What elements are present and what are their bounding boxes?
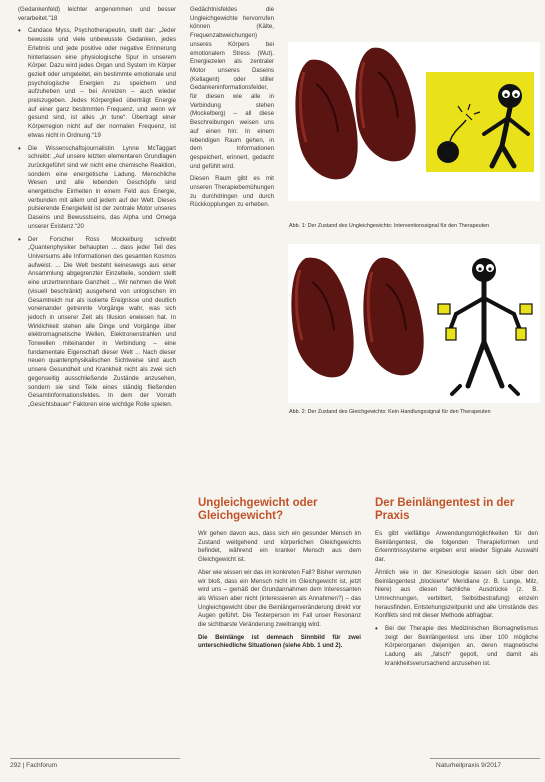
figure-1-caption: Abb. 1: Der Zustand des Ungleichgewichts: Interventionssignal für den Therapeuten: [289, 223, 490, 229]
yellow-block: [446, 328, 456, 340]
paragraph-bold: Die Beinlänge ist demnach Sinnbild für zwei unterschiedliche Situationen (siehe Abb. 1 und 2).: [198, 633, 361, 650]
paragraph: Aber wie wissen wir das im konkreten Fall? Bisher vermuten wir bloß, dass ein Mensch nicht im Gleichgewicht ist, jetzt wird uns – gemäß der Grundannahmen dem Interessanten als Wissen aber nicht (interessieren als Annahmen?) – das Ungleichgewicht über die Beinlängenveränderung direkt vor Augen geführt. Die Testerperson im Fall unser Resonanz die sichtbarste Veränderung zweitrangig wird.: [198, 568, 361, 629]
figure-2-illustration: [288, 244, 540, 403]
footer-issue-label: Naturheilpraxis 9/2017: [436, 762, 502, 769]
paragraph: Wir gehen davon aus, dass sich ein gesunder Mensch im Zustand weitgehend und körperlichen Gleichgewichts befindet, während ein kranker Mensch aus dem Gleichgewicht ist.: [198, 530, 361, 564]
paragraph: Es gibt vielfältige Anwendungsmöglichkeiten für den Beinlängentest, die folgenden Therapieformen und Erkenntnissysteme ergeben erst wieder Signale Auswahl dar.: [375, 530, 538, 564]
footer-rule-left: [10, 758, 180, 759]
bullet-mctaggart: • Die Wissenschaftsjournalistin Lynne McTaggart schreibt: „Auf unsere letzten elementaren Grundlagen zurückgeführt sind wir nicht eine chemische Reaktion, sondern eine energetische Ladung. Menschliche Wesen und alle lebenden Geschöpfe sind energetische Einheiten in einem Feld aus Energie, verbunden mit allem und jedem auf der Welt. Dieses pulsierende Energiefeld ist der zentrale Motor unseres Daseins und Bewusstseins, das Alpha und Omega unserer Existenz.“20: [18, 145, 176, 232]
yellow-block: [516, 328, 526, 340]
bullet-biomagnetism: • Bei der Therapie des Medizinischen Biomagnetismus zeigt der Beinlängentest uns über 100 mögliche Körperorganen diejenigen an, deren magnetische Ladung als „falsch“ gepolt, und damit als krankheitsverursachend anzusehen ist.: [375, 625, 538, 669]
bullet-myss: • Candace Myss, Psychotherapeutin, stellt dar: „Jeder bewusste und viele unbewusste Gedanken, jedes Erlebnis und jede positive oder negative Erinnerung hinterlassen eine physiologische Spur in unserem Körper. Dazu wird jedes Organ und System im Körper gezielt oder umgeleitet, ein bestimmte emotionale und psychologische Energien zu speichern und aufzuheben und – bei Anreizen – auch wieder preiszugeben. Jedes Körperglied überträgt Energie auf einer ganz bestimmten Frequenz, und wenn wir gesund sind, ist alles „in tune“. Übertragt einer Körperregion nicht auf der normalen Frequenz, ist etwas nicht in Ordnung.“19: [18, 27, 176, 140]
section-heading-imbalance: Ungleichgewicht oder Gleichgewicht?: [198, 497, 318, 522]
paragraph: Diesen Raum gibt es mit unseren Therapiebemühungen zu durchdringen und durch Rückkopplungen zu erheben.: [190, 175, 274, 209]
paragraph: (Gedankenfeld) leichter angenommen und besser verarbeitet."18: [18, 6, 176, 22]
text-column-1: [18, 6, 176, 414]
footer-page-label: 292 | Fachforum: [10, 762, 58, 769]
section-heading-practice: Der Beinlängentest in der Praxis: [375, 497, 515, 522]
figure-2-caption: Abb. 2: Der Zustand des Gleichgewichts: Kein Handlungssignal für den Therapeuten: [289, 409, 491, 415]
figure-1-illustration: [288, 42, 540, 201]
paragraph: Gedächtnisfeldes die Ungleichgewichte hervorrufen können (Kälte, Frequenzabweichungen) unseres Körpers bei emotionalem Stress (Wut). Energiezelen als zentraler Motor unseres Daseins (Kellagent) oder stiller Gedankeninformationsfelder, für diesen wie alle in Verbindung stehen (Mockelberg) – all diese Beschreibungen weisen uns auf einen hin: In einem lebendigen Raum gehen, in dem Informationen gespeichert, erinnert, gedacht und gefühlt wird.: [190, 6, 274, 170]
figure-2-balance: [288, 244, 540, 403]
text-column-2: [190, 6, 274, 214]
bullet-mockelburg: • Der Forscher Ross Mockelburg schreibt „Quantenphysiker behaupten ... dass jeder Teil des Universums alle Informationen des gesamten Kosmos aufweist. ... Die Welt besteht keineswegs aus einer Ansammlung abgegrenzter Einzelteile, sondern stellt eine unzertrennbare Ganzheit ... Wir nehmen die Welt (visuell beschränkt) ausgehend von unlogischen im Gesamtreich nur als isolierte Ereignisse und deutlich voneinander getrennte Vorgänge wahr, was sich jedoch in unserer Zeit als Illusion erwiesen hat. In Wirklichkeit stehen alle Dinge und Vorgänge über elektromagnetische Wellen, Elektronenstrahlen und Tonwellen miteinander in Verbindung – eine fundamentale Eigenschaft dieser Welt ... Nach dieser neuen quantenphysikalischen Sichtweise sind auch unsere Gesundheit und Krankheit nicht als zwei sich gegenseitig ausschließende Zustände anzusehen, sondern sie sind Teile eines ständig fließenden Gesamtinformationsfeldes. In dem der Vorrath „Gesichtsbauer“ Faktoren eine wichtige Rolle spielen.: [18, 236, 176, 410]
figure-1-imbalance: [288, 42, 540, 201]
text-column-4: [375, 497, 538, 673]
footer-rule-right: [430, 758, 540, 759]
paragraph: Ähnlich wie in der Kinesiologie lassen sich über den Beinlängentest „blockierte“ Meridiane (z. B. Lunge, Milz, Niere) aus diesen fachliche Ausdrücke (z. B. Umrechnungen, verbittert, Selbstbestrafung) einzeln herausfinden, Entstehungszeitpunkt und alle Umstände des Konflikts sind mit dieser Methode abfragbar.: [375, 568, 538, 620]
yellow-block: [520, 304, 532, 314]
text-column-3: [198, 497, 361, 655]
yellow-block: [438, 304, 450, 314]
